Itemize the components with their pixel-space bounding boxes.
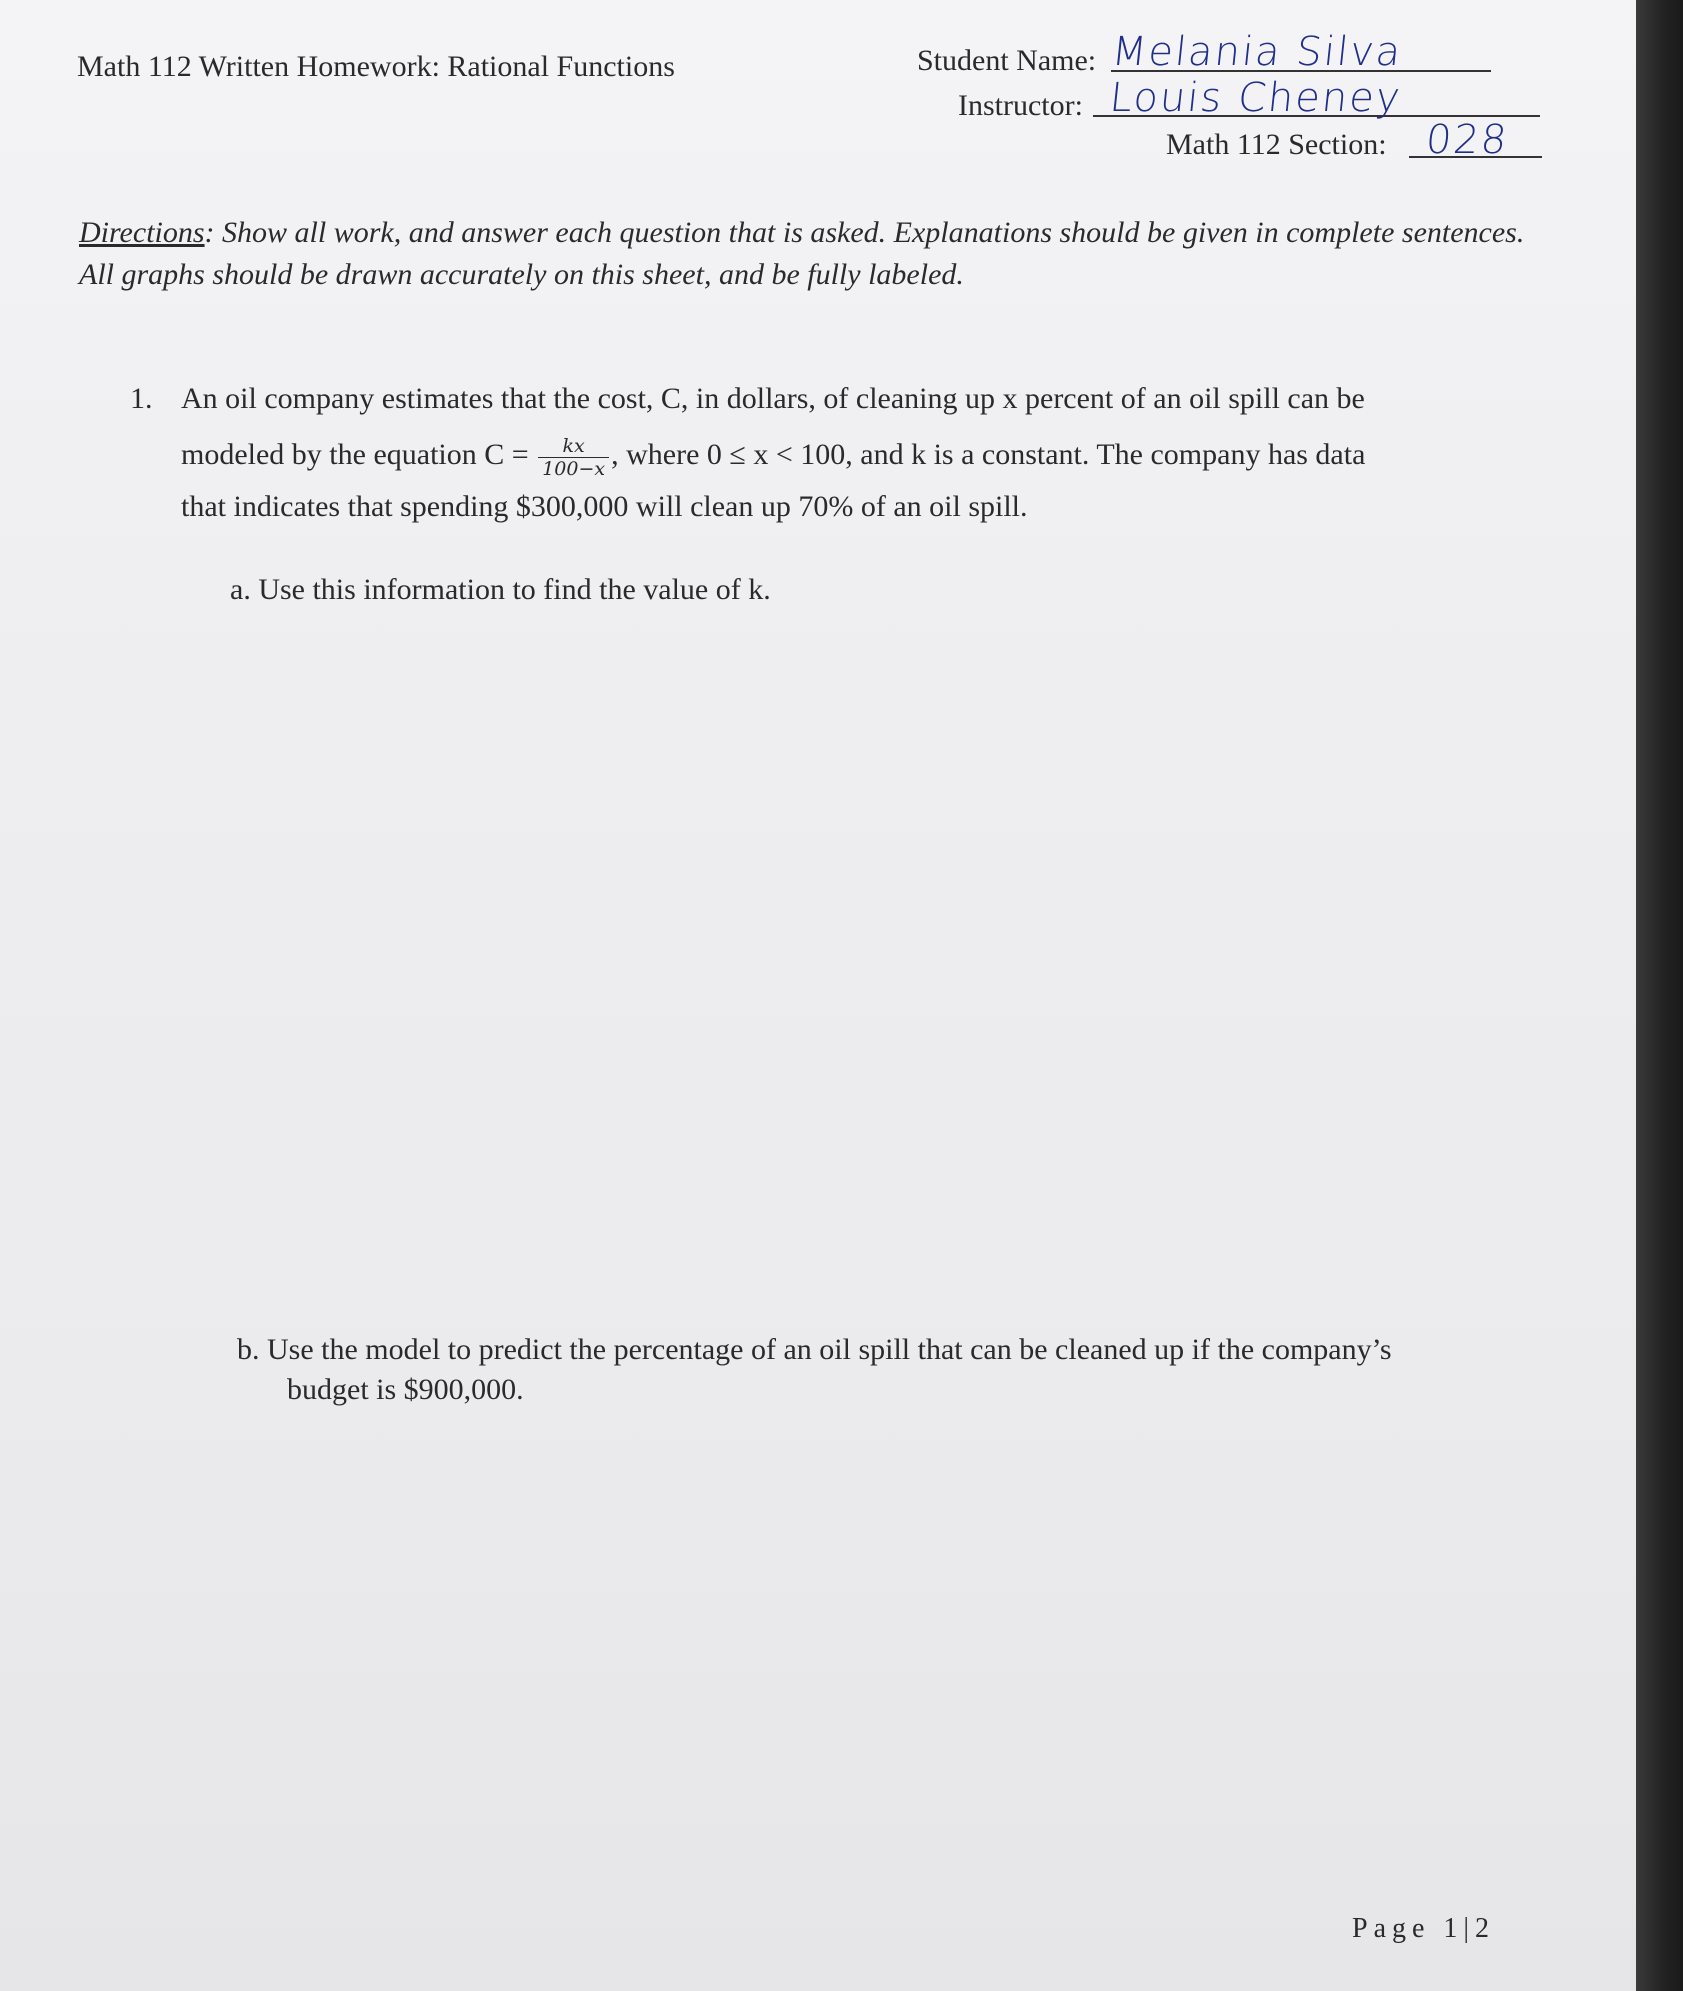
directions-text: : Show all work, and answer each question that is asked. Explanations should be given in complete sentences. All graphs should be drawn accurately on this sheet, and be fully labeled. xyxy=(79,216,1525,291)
part-b-prompt-line-1: b. Use the model to predict the percentage of an oil spill that can be cleaned up if the company’s xyxy=(237,1333,1392,1366)
section-label: Math 112 Section: xyxy=(1166,128,1387,161)
part-a-prompt: a. Use this information to find the value of k. xyxy=(230,573,771,606)
equation-fraction xyxy=(538,435,609,480)
question-line-2 xyxy=(181,420,1365,490)
section-handwriting: 028 xyxy=(1423,117,1511,163)
instructor-handwriting: Louis Cheney xyxy=(1107,75,1405,121)
equation-lead-text: modeled by the equation C = xyxy=(181,438,529,471)
page-number: Page 1|2 xyxy=(1352,1913,1496,1944)
question-line-3: that indicates that spending $300,000 will clean up 70% of an oil spill. xyxy=(181,490,1028,523)
directions-lead: Directions xyxy=(79,216,205,249)
fraction-denominator: 100−x xyxy=(542,457,606,480)
question-line-1: An oil company estimates that the cost, C, in dollars, of cleaning up x percent of an oil spill can be xyxy=(181,382,1365,415)
page-title: Math 112 Written Homework: Rational Functions xyxy=(77,50,675,83)
question-number: 1. xyxy=(130,382,153,415)
desk-background xyxy=(1636,0,1683,1991)
student-name-label: Student Name: xyxy=(917,44,1097,77)
fraction-numerator: kx xyxy=(538,435,609,458)
part-b-prompt-line-2: budget is $900,000. xyxy=(287,1373,524,1406)
equation-trailing-text: , where 0 ≤ x < 100, and k is a constant. The company has data xyxy=(611,438,1366,471)
student-name-handwriting: Melania Silva xyxy=(1109,29,1405,75)
instructor-label: Instructor: xyxy=(958,89,1083,122)
directions-paragraph xyxy=(79,212,1539,296)
